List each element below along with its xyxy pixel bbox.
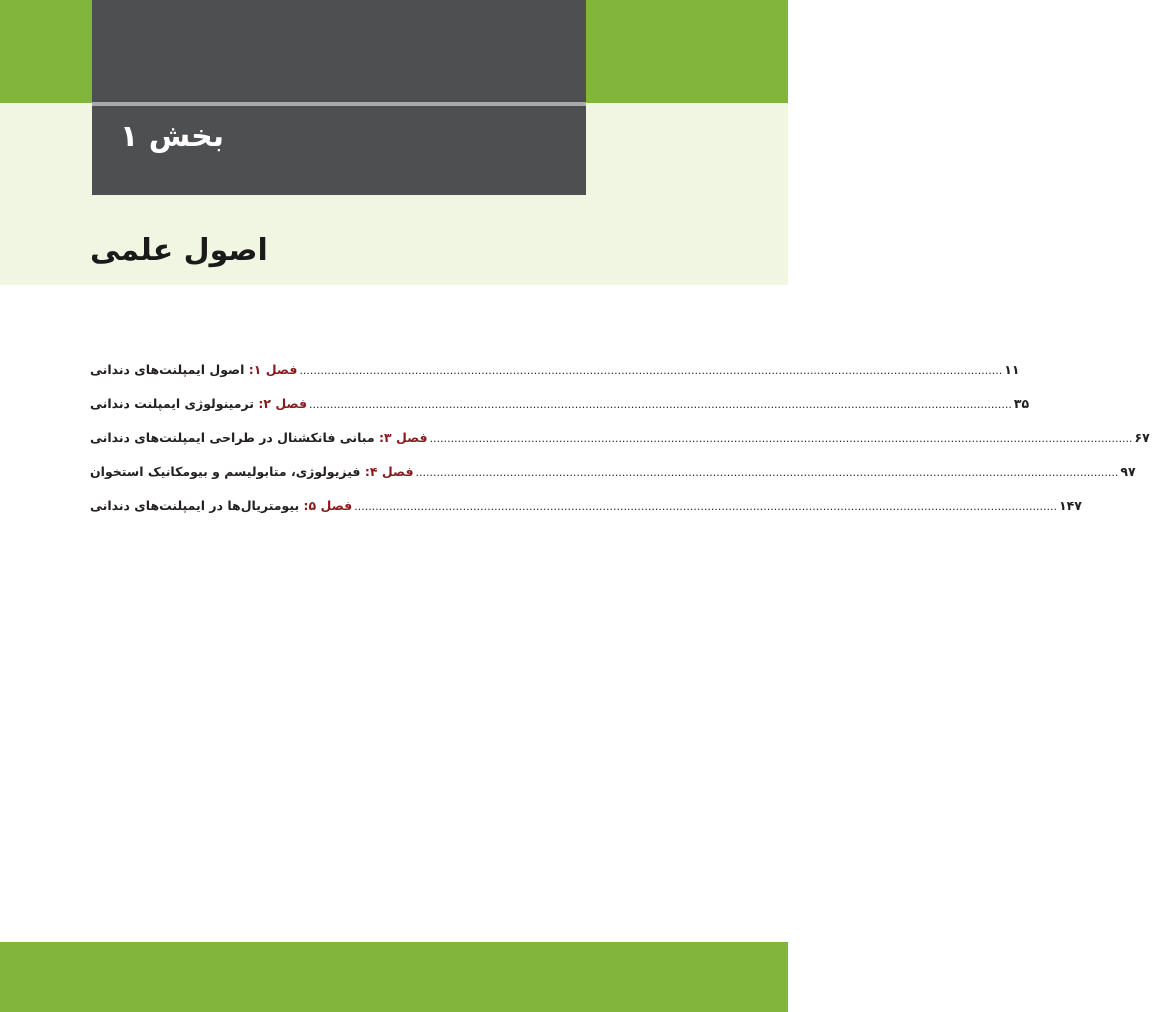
chapter-title: بیومتریال‌ها در ایمپلنت‌های دندانی [90, 498, 300, 513]
chapter-number: فصل ۴: [364, 464, 414, 479]
chapter-number: فصل ۱: [248, 362, 298, 377]
chapter-number: فصل ۲: [258, 396, 308, 411]
page-number: ۱۴۷ [1059, 498, 1082, 513]
toc-entry[interactable] [90, 430, 1150, 464]
page-number: ۱۱ [1004, 362, 1020, 377]
toc-entry[interactable] [90, 498, 1082, 532]
dot-leader: ......................................................................................................................................................................................................... [415, 466, 1119, 479]
chapter-title: ترمینولوژی ایمپلنت دندانی [90, 396, 254, 411]
chapter-number: فصل ۵: [303, 498, 353, 513]
chapter-title: فیزیولوژی، متابولیسم و بیومکانیک استخوان [90, 464, 361, 479]
table-of-contents [90, 362, 1150, 532]
page-number: ۹۷ [1120, 464, 1136, 479]
page-number: ۶۷ [1134, 430, 1150, 445]
dot-leader: ......................................................................................................................................................................................................... [429, 432, 1133, 445]
toc-entry[interactable] [90, 464, 1136, 498]
toc-entry-label [90, 464, 414, 479]
part-title: اصول علمی [90, 233, 268, 268]
toc-entry-label [90, 498, 352, 513]
toc-entry-label [90, 430, 428, 445]
toc-entry-label [90, 362, 297, 377]
page-number: ۳۵ [1013, 396, 1030, 411]
dot-leader: ......................................................................................................................................................................................................... [354, 500, 1058, 513]
chapter-title: اصول ایمپلنت‌های دندانی [90, 362, 245, 377]
dot-leader: ......................................................................................................................................................................................................... [299, 364, 1003, 377]
section-label: بخش ۱ [120, 119, 225, 154]
chapter-title: مبانی فانکشنال در طراحی ایمپلنت‌های دندانی [90, 430, 375, 445]
header-divider [92, 102, 586, 106]
section-header-block [92, 0, 586, 195]
bottom-green-bar [0, 942, 788, 1012]
toc-entry[interactable] [90, 362, 1020, 396]
toc-entry-label [90, 396, 307, 411]
chapter-number: فصل ۳: [378, 430, 428, 445]
dot-leader: ......................................................................................................................................................................................................... [309, 398, 1012, 411]
toc-entry[interactable] [90, 396, 1030, 430]
